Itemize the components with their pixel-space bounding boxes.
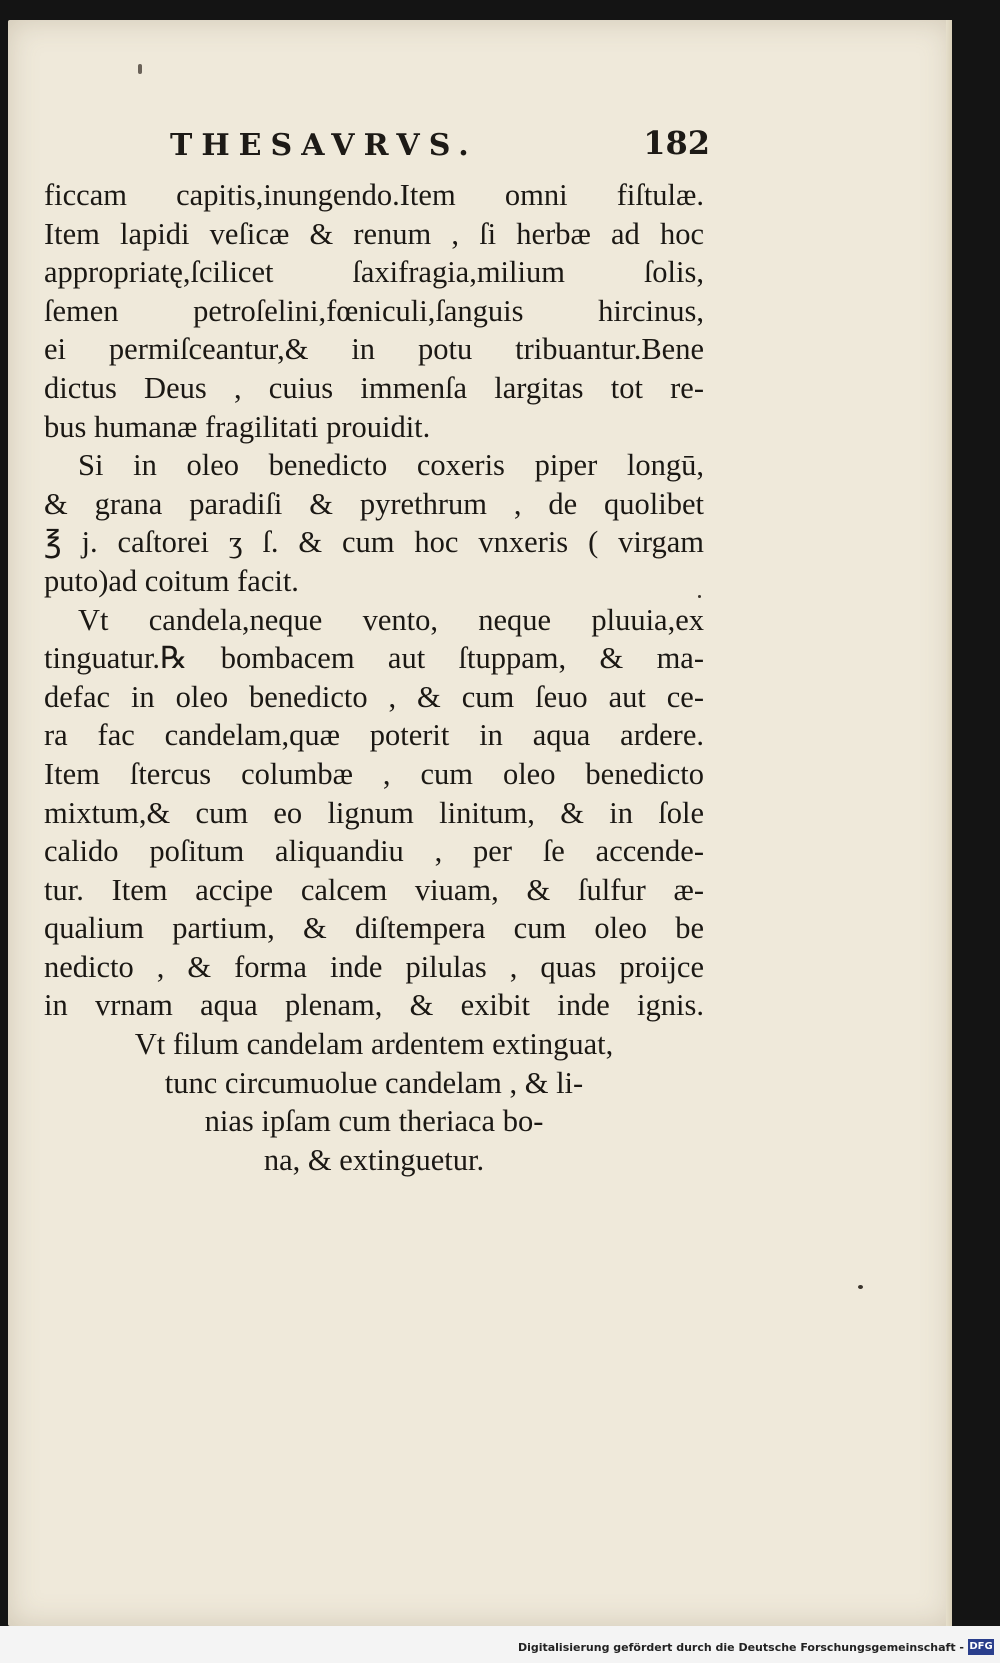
text-line: calido poſitum aliquandiu , per ſe accende- — [44, 834, 704, 869]
text-line: tur. Item accipe calcem viuam, & ſulfur æ- — [44, 872, 704, 907]
text-line: dictus Deus , cuius immenſa largitas tot re- — [44, 370, 704, 405]
running-title: THESAVRVS. — [170, 128, 478, 163]
page-edge — [946, 20, 952, 1626]
dfg-logo: DFG — [968, 1639, 994, 1655]
text-line: ficcam capitis,inungendo.Item omni fiſtulæ. — [44, 178, 704, 212]
footer-bar — [0, 1626, 1000, 1663]
paper-speck — [698, 595, 701, 598]
text-line: Item lapidi veſicæ & renum , ſi herbæ ad hoc — [44, 216, 704, 251]
text-line: & grana paradiſi & pyrethrum , de quolibet — [44, 486, 704, 521]
running-head — [170, 124, 710, 168]
text-line: ℥ j. caſtorei ʒ ſ. & cum hoc vnxeris ( virgam — [44, 525, 704, 560]
text-line: puto)ad coitum facit. — [44, 563, 299, 598]
text-line: in vrnam aqua plenam, & exibit inde ignis. — [44, 988, 704, 1023]
paper-speck — [858, 1285, 863, 1289]
text-line: Si in oleo benedicto coxeris piper longū, — [78, 448, 704, 483]
text-line: ſemen petroſelini,fœniculi,ſanguis hircinus, — [44, 293, 704, 328]
text-line: ei permiſceantur,& in potu tribuantur.Bene — [44, 332, 704, 367]
text-line: qualium partium, & diſtempera cum oleo be — [44, 911, 704, 946]
text-line: Vt filum candelam ardentem extinguat, — [134, 1027, 614, 1062]
text-line: Vt candela,neque vento, neque pluuia,ex — [78, 602, 704, 637]
book-page — [8, 20, 952, 1626]
funding-credit: Digitalisierung gefördert durch die Deutsche Forschungsgemeinschaft - — [517, 1641, 964, 1654]
text-line: nias ipſam cum theriaca bo- — [204, 1104, 544, 1139]
text-line: mixtum,& cum eo lignum linitum, & in ſole — [44, 795, 704, 830]
text-line: Item ſtercus columbæ , cum oleo benedicto — [44, 756, 704, 791]
text-line: appropriatę,ſcilicet ſaxifragia,milium ſolis, — [44, 255, 704, 290]
body-text — [44, 176, 704, 1179]
page-number: 182 — [643, 124, 710, 162]
paper-speck — [138, 64, 142, 74]
text-line: tunc circumuolue candelam , & li- — [164, 1065, 584, 1100]
text-line: nedicto , & forma inde pilulas , quas proijce — [44, 949, 704, 984]
text-line: na, & extinguetur. — [263, 1142, 485, 1177]
text-line: tinguatur.℞ bombacem aut ſtuppam, & ma- — [44, 641, 704, 676]
text-line: bus humanæ fragilitati prouidit. — [44, 409, 431, 444]
text-line: defac in oleo benedicto , & cum ſeuo aut ce- — [44, 679, 704, 714]
text-line: ra fac candelam,quæ poterit in aqua ardere. — [44, 718, 704, 753]
